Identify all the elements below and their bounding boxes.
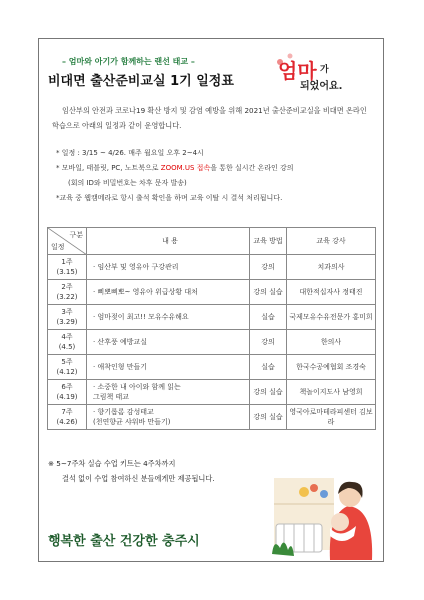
table-row (48, 330, 376, 355)
content-cell: · 소중한 내 아이와 함께 읽는 그림책 태교 (87, 380, 250, 405)
header-method: 교육 방법 (250, 228, 287, 255)
method-cell: 강의 실습 (250, 380, 287, 405)
week-cell: 3주 (3.29) (48, 305, 87, 330)
week-cell: 6주 (4.19) (48, 380, 87, 405)
intro-paragraph: 임산부의 안전과 코로나19 확산 방지 및 감염 예방을 위해 2021년 출산준비교실을 비대면 온라인 학습으로 아래의 일정과 같이 운영합니다. (52, 106, 367, 130)
content-cell: · 산후풍 예방교실 (87, 330, 250, 355)
header-content: 내 용 (87, 228, 250, 255)
svg-text:가: 가 (320, 65, 329, 75)
content-cell: · 엄마젖이 최고!! 모유수유해요 (87, 305, 250, 330)
week-cell: 4주 (4.5) (48, 330, 87, 355)
svg-text:엄마: 엄마 (278, 59, 317, 83)
zoom-highlight: ZOOM.US 접속 (160, 164, 211, 172)
table-row (48, 305, 376, 330)
lecturer-cell: 책놀이지도사 남영희 (287, 380, 376, 405)
method-cell: 실습 (250, 305, 287, 330)
method-cell: 강의 (250, 330, 287, 355)
content-cell: · 향기롭롬 감성태교 (천연향균 샤워바 만들기) (87, 405, 250, 430)
method-cell: 강의 (250, 255, 287, 280)
content-cell: · 임산부 및 영유아 구강관리 (87, 255, 250, 280)
table-row (48, 405, 376, 430)
schedule-bullet: * 일정 : 3/15 ~ 4/26. 매주 월요일 오후 2~4시 (56, 149, 204, 157)
method-cell: 강의 실습 (250, 405, 287, 430)
kit-note-line2: 결석 없이 수업 참여하신 분들에게만 제공됩니다. (62, 474, 215, 483)
lecturer-cell: 한국수공예협회 조경숙 (287, 355, 376, 380)
info-bullets (56, 146, 374, 206)
kit-note-line1: ※ 5~7주차 실습 수업 키트는 4주차까지 (48, 459, 176, 468)
footer-slogan: 행복한 출산 건강한 충주시 (48, 534, 200, 549)
lecturer-cell: 영국아로마테라피센터 김보라 (287, 405, 376, 430)
lecturer-cell: 국제모유수유전문가 홍미희 (287, 305, 376, 330)
week-cell: 2주 (3.22) (48, 280, 87, 305)
content-cell: · 삐뽀삐뽀~ 영유아 위급상황 대처 (87, 280, 250, 305)
table-row (48, 355, 376, 380)
header-diagonal-cell (48, 228, 87, 255)
table-header-row (48, 228, 376, 255)
page-title: 비대면 출산준비교실 1기 일정표 (48, 74, 234, 89)
camera-bullet: *교육 중 웹캠메라로 항시 출석 확인을 하며 교육 이탈 시 결석 처리됩니다. (56, 194, 283, 202)
method-cell: 강의 실습 (250, 280, 287, 305)
device-bullet: * 모바일, 태블릿, PC, 노트북으로 ZOOM.US 접속을 통한 실시간 온라인 강의 (56, 164, 294, 172)
header-ilj: 일정 (51, 243, 65, 251)
table-row (48, 255, 376, 280)
header-gubun: 구분 (69, 231, 83, 239)
mom-logo (270, 48, 350, 92)
content-cell: · 애착인형 만들기 (87, 355, 250, 380)
header-lecturer: 교육 강사 (287, 228, 376, 255)
mother-baby-illustration (270, 468, 380, 560)
meeting-id-note: (회의 ID와 비밀번호는 차후 문자 발송) (68, 179, 187, 187)
header-subtitle: – 엄마와 아기가 함께하는 랜선 태교 – (62, 57, 195, 66)
schedule-table (47, 227, 376, 430)
lecturer-cell: 치과의사 (287, 255, 376, 280)
week-cell: 7주 (4.26) (48, 405, 87, 430)
week-cell: 5주 (4.12) (48, 355, 87, 380)
table-row (48, 380, 376, 405)
table-row (48, 280, 376, 305)
method-cell: 실습 (250, 355, 287, 380)
svg-text:되었어요.: 되었어요. (300, 81, 343, 92)
lecturer-cell: 대한적십자사 정태진 (287, 280, 376, 305)
week-cell: 1주 (3.15) (48, 255, 87, 280)
lecturer-cell: 한의사 (287, 330, 376, 355)
